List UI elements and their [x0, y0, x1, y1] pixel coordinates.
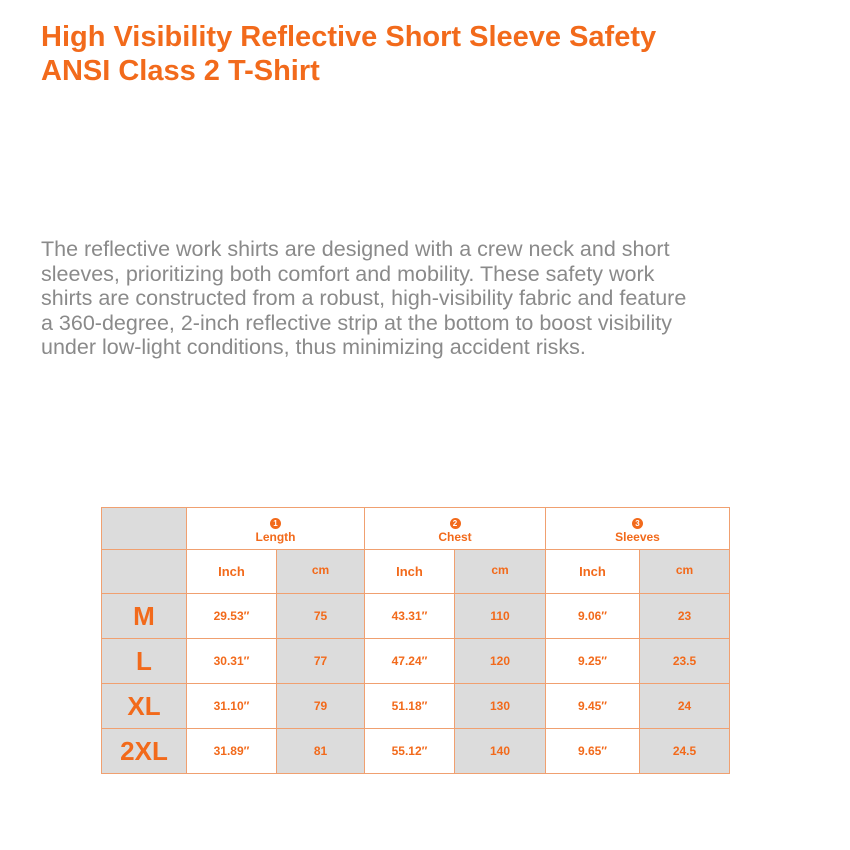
table-row [102, 639, 730, 684]
product-description [41, 237, 821, 360]
sleeves-cm-value: 23 [640, 594, 730, 639]
unit-chest-inch: Inch [365, 550, 455, 594]
length-cm-value: 81 [277, 729, 365, 774]
product-title [41, 20, 821, 88]
description-line-5: under low-light conditions, thus minimizing accident risks. [41, 335, 586, 359]
group-header-row [102, 508, 730, 550]
chest-cm-value: 130 [455, 684, 546, 729]
number-3-icon: 3 [632, 518, 643, 529]
sleeves-cm-value: 24.5 [640, 729, 730, 774]
length-inch-value: 30.31″ [187, 639, 277, 684]
unit-header-row [102, 550, 730, 594]
corner-cell-units [102, 550, 187, 594]
product-title-line-1: High Visibility Reflective Short Sleeve Safety [41, 21, 657, 53]
table-row [102, 594, 730, 639]
group-label-sleeves: Sleeves [615, 530, 660, 544]
size-label: XL [102, 684, 187, 729]
group-header-sleeves [546, 508, 730, 550]
group-label-length: Length [255, 530, 296, 544]
length-inch-value: 31.89″ [187, 729, 277, 774]
length-cm-value: 77 [277, 639, 365, 684]
description-line-2: sleeves, prioritizing both comfort and mobility. These safety work [41, 261, 655, 286]
size-label: L [102, 639, 187, 684]
chest-inch-value: 51.18″ [365, 684, 455, 729]
unit-sleeves-inch: Inch [546, 550, 640, 594]
chest-inch-value: 47.24″ [365, 639, 455, 684]
length-inch-value: 31.10″ [187, 684, 277, 729]
size-label: 2XL [102, 729, 187, 774]
chest-inch-value: 55.12″ [365, 729, 455, 774]
table-row [102, 729, 730, 774]
sleeves-inch-value: 9.65″ [546, 729, 640, 774]
size-chart-table [101, 507, 730, 774]
number-1-icon: 1 [270, 518, 281, 529]
sleeves-cm-value: 24 [640, 684, 730, 729]
sleeves-inch-value: 9.06″ [546, 594, 640, 639]
sleeves-inch-value: 9.25″ [546, 639, 640, 684]
description-line-1: The reflective work shirts are designed with a crew neck and short [41, 237, 670, 261]
chest-inch-value: 43.31″ [365, 594, 455, 639]
sleeves-inch-value: 9.45″ [546, 684, 640, 729]
sleeves-cm-value: 23.5 [640, 639, 730, 684]
group-header-length [187, 508, 365, 550]
unit-length-inch: Inch [187, 550, 277, 594]
chest-cm-value: 120 [455, 639, 546, 684]
size-label: M [102, 594, 187, 639]
number-2-icon: 2 [450, 518, 461, 529]
corner-cell [102, 508, 187, 550]
chest-cm-value: 110 [455, 594, 546, 639]
unit-length-cm: cm [277, 550, 365, 594]
description-line-3: shirts are constructed from a robust, high-visibility fabric and feature [41, 286, 687, 310]
unit-chest-cm: cm [455, 550, 546, 594]
table-row [102, 684, 730, 729]
length-inch-value: 29.53″ [187, 594, 277, 639]
length-cm-value: 79 [277, 684, 365, 729]
description-line-4: a 360-degree, 2-inch reflective strip at the bottom to boost visibility [41, 310, 672, 335]
group-label-chest: Chest [438, 530, 472, 544]
unit-sleeves-cm: cm [640, 550, 730, 594]
length-cm-value: 75 [277, 594, 365, 639]
chest-cm-value: 140 [455, 729, 546, 774]
product-title-line-2: ANSI Class 2 T-Shirt [41, 55, 320, 87]
group-header-chest [365, 508, 546, 550]
